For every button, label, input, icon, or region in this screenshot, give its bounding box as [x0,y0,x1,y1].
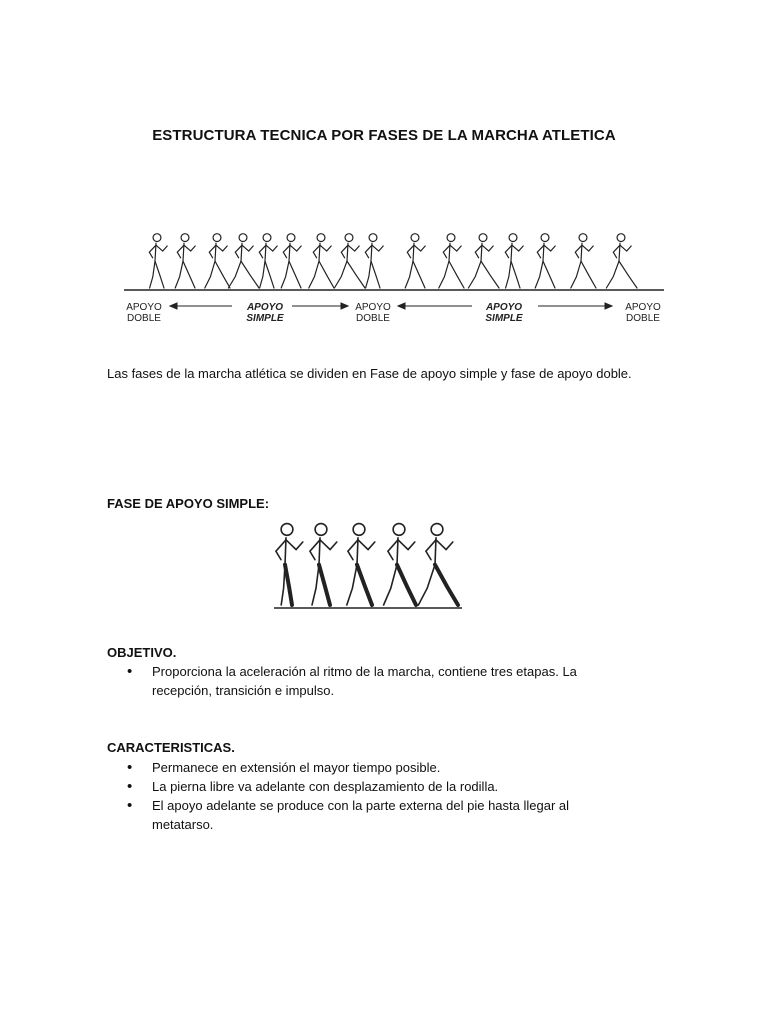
objetivo-list [107,662,627,700]
walker-figure [310,524,337,605]
walker-figure [384,524,416,605]
phase-label-apoyo-doble: APOYO DOBLE [625,302,661,324]
walker-figure [175,234,195,288]
walker-figure [228,234,259,288]
intro-paragraph: Las fases de la marcha atlética se dividen en Fase de apoyo simple y fase de apoyo doble. [107,366,632,381]
single-support-figure [268,515,468,615]
walker-figure [535,234,555,288]
phase-label-apoyo-doble: APOYO DOBLE [126,302,162,324]
list-item: • Permanece en extensión el mayor tiempo posible. [107,758,627,777]
caracteristicas-list [107,758,627,834]
walker-figure [309,234,334,288]
walker-figure [347,524,375,605]
race-walk-sequence-figure [120,222,668,332]
walker-figure [606,234,637,288]
phase-label-apoyo-simple: APOYO SIMPLE [246,302,284,324]
walker-figure [334,234,365,288]
list-item: • Proporciona la aceleración al ritmo de la marcha, contiene tres etapas. La recepción, transición e impulso. [107,662,627,700]
walker-figure [439,234,464,288]
walker-figure [365,234,383,288]
list-item: • El apoyo adelante se produce con la parte externa del pie hasta llegar al metatarso. [107,796,627,834]
walker-figure [205,234,230,288]
caracteristicas-heading: CARACTERISTICAS. [107,740,235,755]
page-title: ESTRUCTURA TECNICA POR FASES DE LA MARCHA ATLETICA [152,127,616,144]
walker-figure [571,234,596,288]
phase-label-apoyo-doble: APOYO DOBLE [355,302,391,324]
objetivo-heading: OBJETIVO. [107,645,177,660]
walkers-illustration [120,222,668,297]
walker-figure [505,234,523,288]
walker-figure [468,234,499,288]
walker-figure [276,524,303,605]
single-support-illustration [268,515,468,615]
walker-figure [405,234,425,288]
phase-label-apoyo-simple: APOYO SIMPLE [485,302,523,324]
walker-figure [281,234,301,288]
list-item: • La pierna libre va adelante con desplazamiento de la rodilla. [107,777,627,796]
walker-figure [259,234,277,288]
walker-figure [418,524,458,605]
walker-figure [149,234,167,288]
section-heading-apoyo-simple: FASE DE APOYO SIMPLE: [107,496,270,511]
